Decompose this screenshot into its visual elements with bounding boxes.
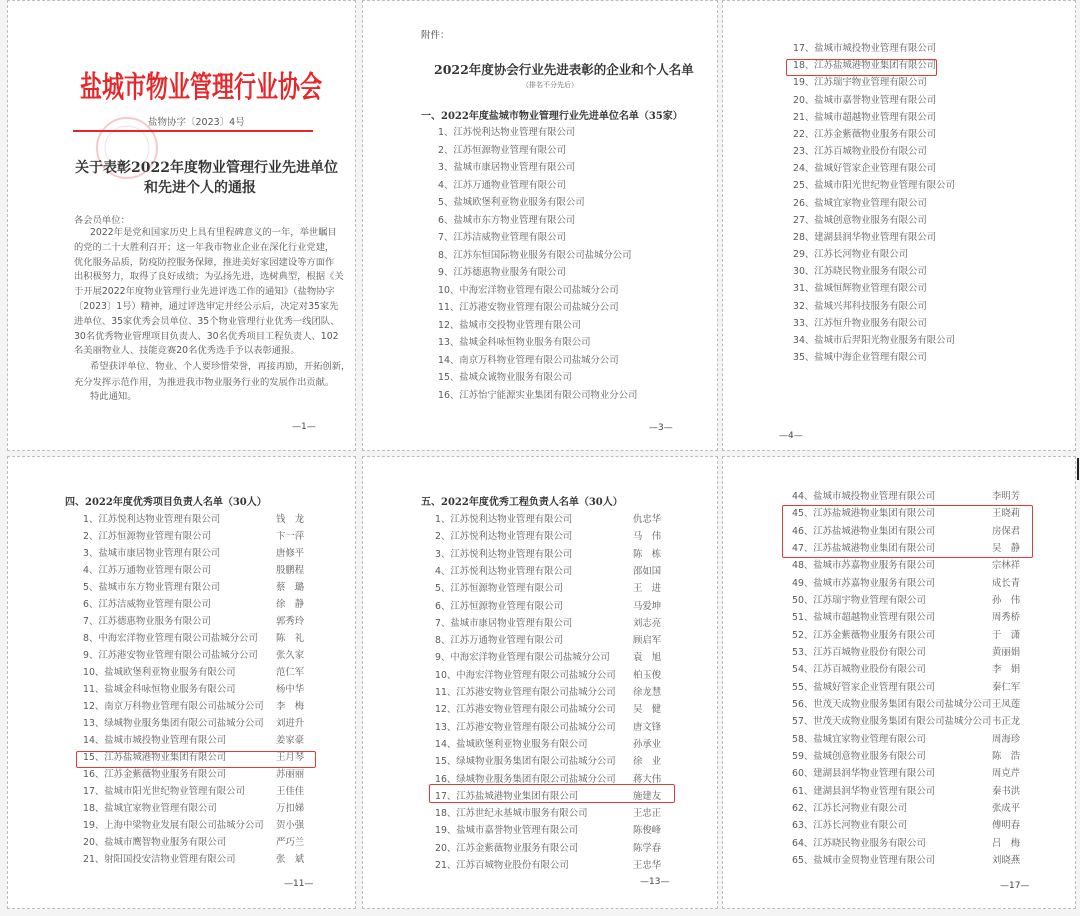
list-item: 20、盐城市嘉誉物业管理有限公司 [793, 94, 937, 106]
row-company: 3、江苏悦利达物业管理有限公司 [435, 548, 573, 560]
list-item: 14、南京万科物业管理有限公司盐城分公司 [438, 354, 619, 366]
page-edge-marker [1077, 458, 1079, 480]
row-person: 房保君 [992, 525, 1021, 537]
row-person: 成长青 [992, 577, 1021, 589]
row-company: 3、盐城市康居物业管理有限公司 [83, 548, 221, 559]
row-company: 15、绿城物业服务集团有限公司盐城分公司 [435, 756, 616, 768]
row-company: 14、盐城欧堡利亚物业服务有限公司 [435, 738, 588, 750]
row-company: 12、江苏港安物业管理有限公司盐城分公司 [435, 704, 616, 716]
list-item: 31、盐城恒辉物业管理有限公司 [793, 283, 927, 295]
list-item: 1、江苏悦利达物业管理有限公司 [438, 127, 576, 138]
list-title: 2022年度协会行业先进表彰的企业和个人名单 [434, 62, 694, 77]
row-person: 范仁军 [276, 667, 305, 678]
row-person: 于 潇 [992, 629, 1021, 641]
row-company: 52、江苏金紫薇物业服务有限公司 [792, 629, 936, 641]
list-item: 4、江苏万通物业管理有限公司 [438, 179, 566, 191]
row-person: 刘志亮 [633, 617, 662, 629]
row-person: 周海珍 [992, 733, 1021, 745]
row-person: 唐文锋 [633, 721, 662, 733]
row-person: 袁 旭 [633, 652, 662, 664]
row-company: 9、江苏港安物业管理有限公司盐城分公司 [83, 650, 258, 661]
row-person: 李 娟 [992, 664, 1021, 676]
row-company: 10、中海宏洋物业管理有限公司盐城分公司 [435, 669, 616, 681]
list-item: 13、盐城金科咏恒物业服务有限公司 [438, 337, 591, 349]
list-item: 16、江苏怡宁能源实业集团有限公司物业分公司 [438, 389, 638, 401]
body-text-line: 2022年是党和国家历史上具有里程碑意义的一年，举世瞩目 [90, 227, 337, 238]
row-company: 19、上海中梁物业发展有限公司盐城分公司 [83, 820, 264, 831]
list-item: 27、盐城创意物业服务有限公司 [793, 214, 927, 226]
attachment-label: 附件： [421, 30, 450, 41]
row-company: 11、江苏港安物业管理有限公司盐城分公司 [435, 687, 616, 698]
list-item: 30、江苏晓民物业服务有限公司 [793, 266, 927, 278]
row-company: 1、江苏悦利达物业管理有限公司 [435, 514, 573, 525]
section-heading: 一、2022年度盐城市物业管理行业先进单位名单（35家） [421, 111, 683, 122]
doc-number: 盐物协字〔2023〕4号 [148, 117, 245, 128]
body-text-line: 优化服务品质，防疫防控服务保障，推进美好家园建设等方面作 [74, 256, 335, 268]
row-person: 傅明春 [992, 820, 1021, 832]
row-company: 16、江苏金紫薇物业服务有限公司 [83, 769, 227, 780]
row-company: 6、江苏恒源物业管理有限公司 [435, 600, 563, 612]
list-item: 33、江苏恒升物业服务有限公司 [793, 317, 927, 329]
list-item: 2、江苏恒源物业管理有限公司 [438, 144, 566, 156]
row-person: 万扣娣 [276, 803, 305, 814]
row-person: 王忠正 [633, 808, 662, 820]
row-company: 47、江苏盐城港物业集团有限公司 [792, 542, 936, 554]
sign-off: 特此通知。 [90, 391, 137, 402]
row-company: 59、盐城创意物业服务有限公司 [792, 750, 926, 762]
row-person: 王忠华 [633, 860, 662, 871]
row-person: 吴 健 [633, 704, 662, 716]
row-company: 7、盐城市康居物业管理有限公司 [435, 617, 573, 629]
row-company: 18、江苏世纪永基城市服务有限公司 [435, 808, 588, 820]
row-company: 12、南京万科物业管理有限公司盐城分公司 [83, 701, 264, 712]
row-person: 徐 业 [633, 756, 662, 768]
list-item: 18、江苏盐城港物业集团有限公司 [793, 60, 937, 72]
row-company: 1、江苏悦利达物业管理有限公司 [83, 514, 221, 525]
list-item: 24、盐城好管家企业管理有限公司 [793, 163, 937, 175]
body-text-line: 30名优秀物业管理项目负责人、30名优秀项目工程负责人、102 [74, 330, 339, 342]
row-company: 54、江苏百城物业股份有限公司 [792, 664, 926, 676]
row-company: 14、盐城市城投物业管理有限公司 [83, 735, 227, 746]
list-item: 25、盐城市阳光世纪物业管理有限公司 [793, 180, 955, 192]
row-person: 韦正龙 [992, 716, 1021, 728]
row-person: 柏玉俊 [633, 669, 662, 681]
row-person: 周秀桥 [992, 612, 1021, 624]
salutation: 各会员单位： [74, 215, 130, 226]
row-person: 王 进 [633, 583, 662, 595]
row-person: 仇忠华 [633, 514, 662, 525]
row-company: 49、盐城市苏嘉物业服务有限公司 [792, 577, 936, 589]
list-item: 22、江苏金紫薇物业服务有限公司 [793, 128, 937, 140]
list-item: 6、盐城市东方物业管理有限公司 [438, 214, 576, 226]
row-person: 宗林祥 [992, 560, 1021, 572]
row-company: 20、盐城市鹰智物业服务有限公司 [83, 837, 227, 848]
notice-title-line1: 关于表彰2022年度物业管理行业先进单位 [75, 160, 338, 176]
list-item: 19、江苏瑞宇物业管理有限公司 [793, 77, 927, 89]
list-item: 12、盐城市交投物业管理有限公司 [438, 319, 582, 331]
body-text-line: 名美丽物业人、技能竞赛20名优秀选手予以表彰通报。 [74, 345, 300, 357]
list-item: 17、盐城市城投物业管理有限公司 [793, 43, 937, 54]
row-company: 18、盐城宜家物业管理有限公司 [83, 803, 217, 814]
row-company: 57、世茂天成物业服务集团有限公司盐城分公司 [792, 716, 992, 728]
row-person: 张久家 [276, 650, 305, 661]
row-company: 51、盐城市超越物业管理有限公司 [792, 612, 936, 624]
closing-text-line: 希望获评单位、物业、个人要珍惜荣誉，再接再励，开拓创新， [90, 361, 351, 372]
row-person: 徐龙慧 [633, 687, 662, 698]
row-company: 44、盐城市城投物业管理有限公司 [792, 491, 936, 502]
body-text-line: 于开展2022年度物业管理行业先进评选工作的通知》（盐物协字 [74, 286, 335, 298]
body-text-line: 进单位、35家优秀会员单位、35个物业管理行业优秀一线团队、 [74, 315, 340, 327]
row-company: 50、江苏瑞宇物业管理有限公司 [792, 594, 926, 606]
org-title: 盐城市物业管理行业协会 [80, 69, 323, 106]
row-company: 11、盐城金科咏恒物业服务有限公司 [83, 684, 236, 695]
highlight-box [786, 59, 937, 76]
list-item: 3、盐城市康居物业管理有限公司 [438, 162, 576, 174]
row-company: 13、绿城物业服务集团有限公司盐城分公司 [83, 718, 264, 729]
list-item: 29、江苏长河物业有限公司 [793, 249, 909, 261]
row-person: 王佳佳 [276, 786, 305, 797]
list-item: 21、盐城市超越物业管理有限公司 [793, 111, 937, 123]
row-person: 吴 静 [992, 542, 1021, 554]
row-person: 蔡 璐 [276, 582, 305, 593]
list-item: 15、盐城众诚物业服务有限公司 [438, 372, 572, 384]
body-text-line: 出积极努力，取得了良好成绩；为弘扬先进，选树典型，根据《关 [74, 271, 344, 283]
row-company: 46、江苏盐城港物业集团有限公司 [792, 525, 936, 537]
list-item: 35、盐城中海企业管理有限公司 [793, 352, 927, 364]
row-company: 5、盐城市东方物业管理有限公司 [83, 582, 221, 593]
row-company: 5、江苏恒源物业管理有限公司 [435, 583, 563, 595]
body-text-line: 的党的二十大胜利召开；这一年我市物业企业在深化行业党建， [74, 241, 335, 253]
body-text-line: 〔2023〕1号）精神，通过评选审定并经公示后，决定对35家先 [74, 301, 339, 312]
row-company: 8、江苏万通物业管理有限公司 [435, 635, 563, 647]
red-divider [73, 130, 313, 132]
list-item: 7、江苏洁威物业管理有限公司 [438, 232, 566, 244]
row-person: 陈 礼 [276, 633, 305, 644]
row-company: 4、江苏万通物业管理有限公司 [83, 565, 211, 576]
row-person: 王晓莉 [992, 508, 1021, 520]
row-person: 郭秀玲 [276, 616, 305, 627]
row-person: 严巧兰 [276, 837, 305, 848]
row-person: 殷鹏程 [276, 565, 305, 576]
highlight-box [782, 505, 1033, 558]
row-company: 16、绿城物业服务集团有限公司盐城分公司 [435, 773, 616, 785]
row-company: 20、江苏金紫薇物业服务有限公司 [435, 842, 579, 854]
row-company: 13、江苏港安物业管理有限公司盐城分公司 [435, 721, 616, 733]
page-number: —3— [649, 423, 673, 433]
row-person: 刘晓燕 [992, 854, 1021, 866]
row-person: 李 梅 [276, 701, 305, 712]
row-company: 10、盐城欧堡利亚物业服务有限公司 [83, 667, 236, 678]
row-company: 7、江苏德惠物业服务有限公司 [83, 616, 211, 627]
highlight-box [76, 751, 316, 768]
row-company: 9、中海宏洋物业管理有限公司盐城分公司 [435, 652, 610, 664]
list-item: 23、江苏百城物业股份有限公司 [793, 146, 927, 158]
row-company: 17、江苏盐城港物业集团有限公司 [435, 790, 579, 802]
row-company: 65、盐城市金贸物业管理有限公司 [792, 854, 936, 866]
row-company: 64、江苏晓民物业服务有限公司 [792, 837, 926, 849]
closing-text-line: 充分发挥示范作用，为推进我市物业服务行业的发展作出贡献。 [74, 376, 335, 388]
row-company: 63、江苏长河物业有限公司 [792, 820, 908, 832]
row-company: 17、盐城市阳光世纪物业管理有限公司 [83, 786, 245, 797]
row-person: 苏丽丽 [276, 769, 305, 780]
row-person: 张 斌 [276, 854, 305, 865]
row-person: 顾启军 [633, 635, 662, 647]
list-item: 8、江苏东恒国际物业服务有限公司盐城分公司 [438, 249, 632, 261]
row-person: 马 伟 [633, 531, 662, 543]
row-company: 62、江苏长河物业有限公司 [792, 802, 908, 814]
row-person: 马爱坤 [633, 600, 662, 612]
list-item: 5、盐城欧堡利亚物业服务有限公司 [438, 197, 585, 209]
row-person: 贺小强 [276, 820, 305, 831]
row-person: 秦书洪 [992, 785, 1021, 797]
list-item: 9、江苏德惠物业服务有限公司 [438, 267, 566, 279]
row-company: 55、盐城好管家企业管理有限公司 [792, 681, 936, 693]
row-company: 21、射阳国投安洁物业管理有限公司 [83, 854, 236, 865]
row-person: 王凤莲 [992, 698, 1021, 710]
row-person: 施建友 [633, 790, 662, 802]
row-company: 15、江苏盐城港物业集团有限公司 [83, 752, 227, 763]
row-person: 李明芳 [992, 491, 1021, 502]
row-company: 56、世茂天成物业服务集团有限公司盐城分公司 [792, 698, 992, 710]
section-heading: 五、2022年度优秀工程负责人名单（30人） [421, 497, 623, 508]
row-person: 孙承业 [633, 738, 662, 750]
row-person: 陈 浩 [992, 750, 1021, 762]
row-person: 孙 伟 [992, 594, 1021, 606]
row-person: 王月琴 [276, 752, 305, 763]
row-person: 杨中华 [276, 684, 305, 695]
list-item: 11、江苏港安物业管理有限公司盐城分公司 [438, 302, 619, 314]
row-person: 黄丽娟 [992, 646, 1021, 658]
row-person: 徐 静 [276, 599, 305, 610]
page-number: —13— [640, 877, 670, 887]
row-company: 21、江苏百城物业股份有限公司 [435, 860, 569, 871]
row-person: 秦仁军 [992, 681, 1021, 693]
row-person: 钱 龙 [276, 514, 305, 525]
list-subtitle: （排名不分先后） [522, 81, 578, 89]
row-person: 张成平 [992, 802, 1021, 814]
row-person: 唐修平 [276, 548, 305, 559]
row-person: 周克芹 [992, 768, 1021, 780]
row-person: 邵如国 [633, 565, 662, 577]
list-item: 10、中海宏洋物业管理有限公司盐城分公司 [438, 284, 619, 296]
row-company: 61、建湖县润华物业管理有限公司 [792, 785, 936, 797]
page-number: —11— [284, 879, 314, 889]
row-company: 58、盐城宜家物业管理有限公司 [792, 733, 926, 745]
row-company: 60、建湖县润华物业管理有限公司 [792, 768, 936, 780]
notice-title-line2: 和先进个人的通报 [144, 180, 256, 196]
row-company: 2、江苏悦利达物业管理有限公司 [435, 531, 573, 543]
row-person: 卞一萍 [276, 531, 305, 542]
row-person: 蒋大伟 [633, 773, 662, 785]
row-company: 53、江苏百城物业股份有限公司 [792, 646, 926, 658]
row-person: 陈俊峰 [633, 825, 662, 837]
row-company: 8、中海宏洋物业管理有限公司盐城分公司 [83, 633, 258, 644]
section-heading: 四、2022年度优秀项目负责人名单（30人） [65, 497, 267, 508]
row-person: 刘进升 [276, 718, 305, 729]
page-number: —1— [292, 422, 316, 432]
row-person: 陈学春 [633, 842, 662, 854]
row-person: 吕 梅 [992, 837, 1021, 849]
row-person: 陈 栋 [633, 548, 662, 560]
row-person: 姜家豪 [276, 735, 305, 746]
row-company: 19、盐城市嘉誉物业管理有限公司 [435, 825, 579, 837]
page-number: —17— [1000, 881, 1030, 891]
list-item: 34、盐城市后羿阳光物业服务有限公司 [793, 334, 955, 346]
page-number: —4— [779, 431, 803, 441]
row-company: 45、江苏盐城港物业集团有限公司 [792, 508, 936, 520]
list-item: 32、盐城兴邦科技服务有限公司 [793, 300, 927, 312]
row-company: 6、江苏洁威物业管理有限公司 [83, 599, 211, 610]
row-company: 4、江苏悦利达物业管理有限公司 [435, 565, 573, 577]
list-item: 28、建湖县润华物业管理有限公司 [793, 231, 937, 243]
row-company: 2、江苏恒源物业管理有限公司 [83, 531, 211, 542]
row-company: 48、盐城市苏嘉物业服务有限公司 [792, 560, 936, 572]
highlight-box [429, 784, 675, 803]
list-item: 26、盐城宜家物业管理有限公司 [793, 197, 927, 209]
